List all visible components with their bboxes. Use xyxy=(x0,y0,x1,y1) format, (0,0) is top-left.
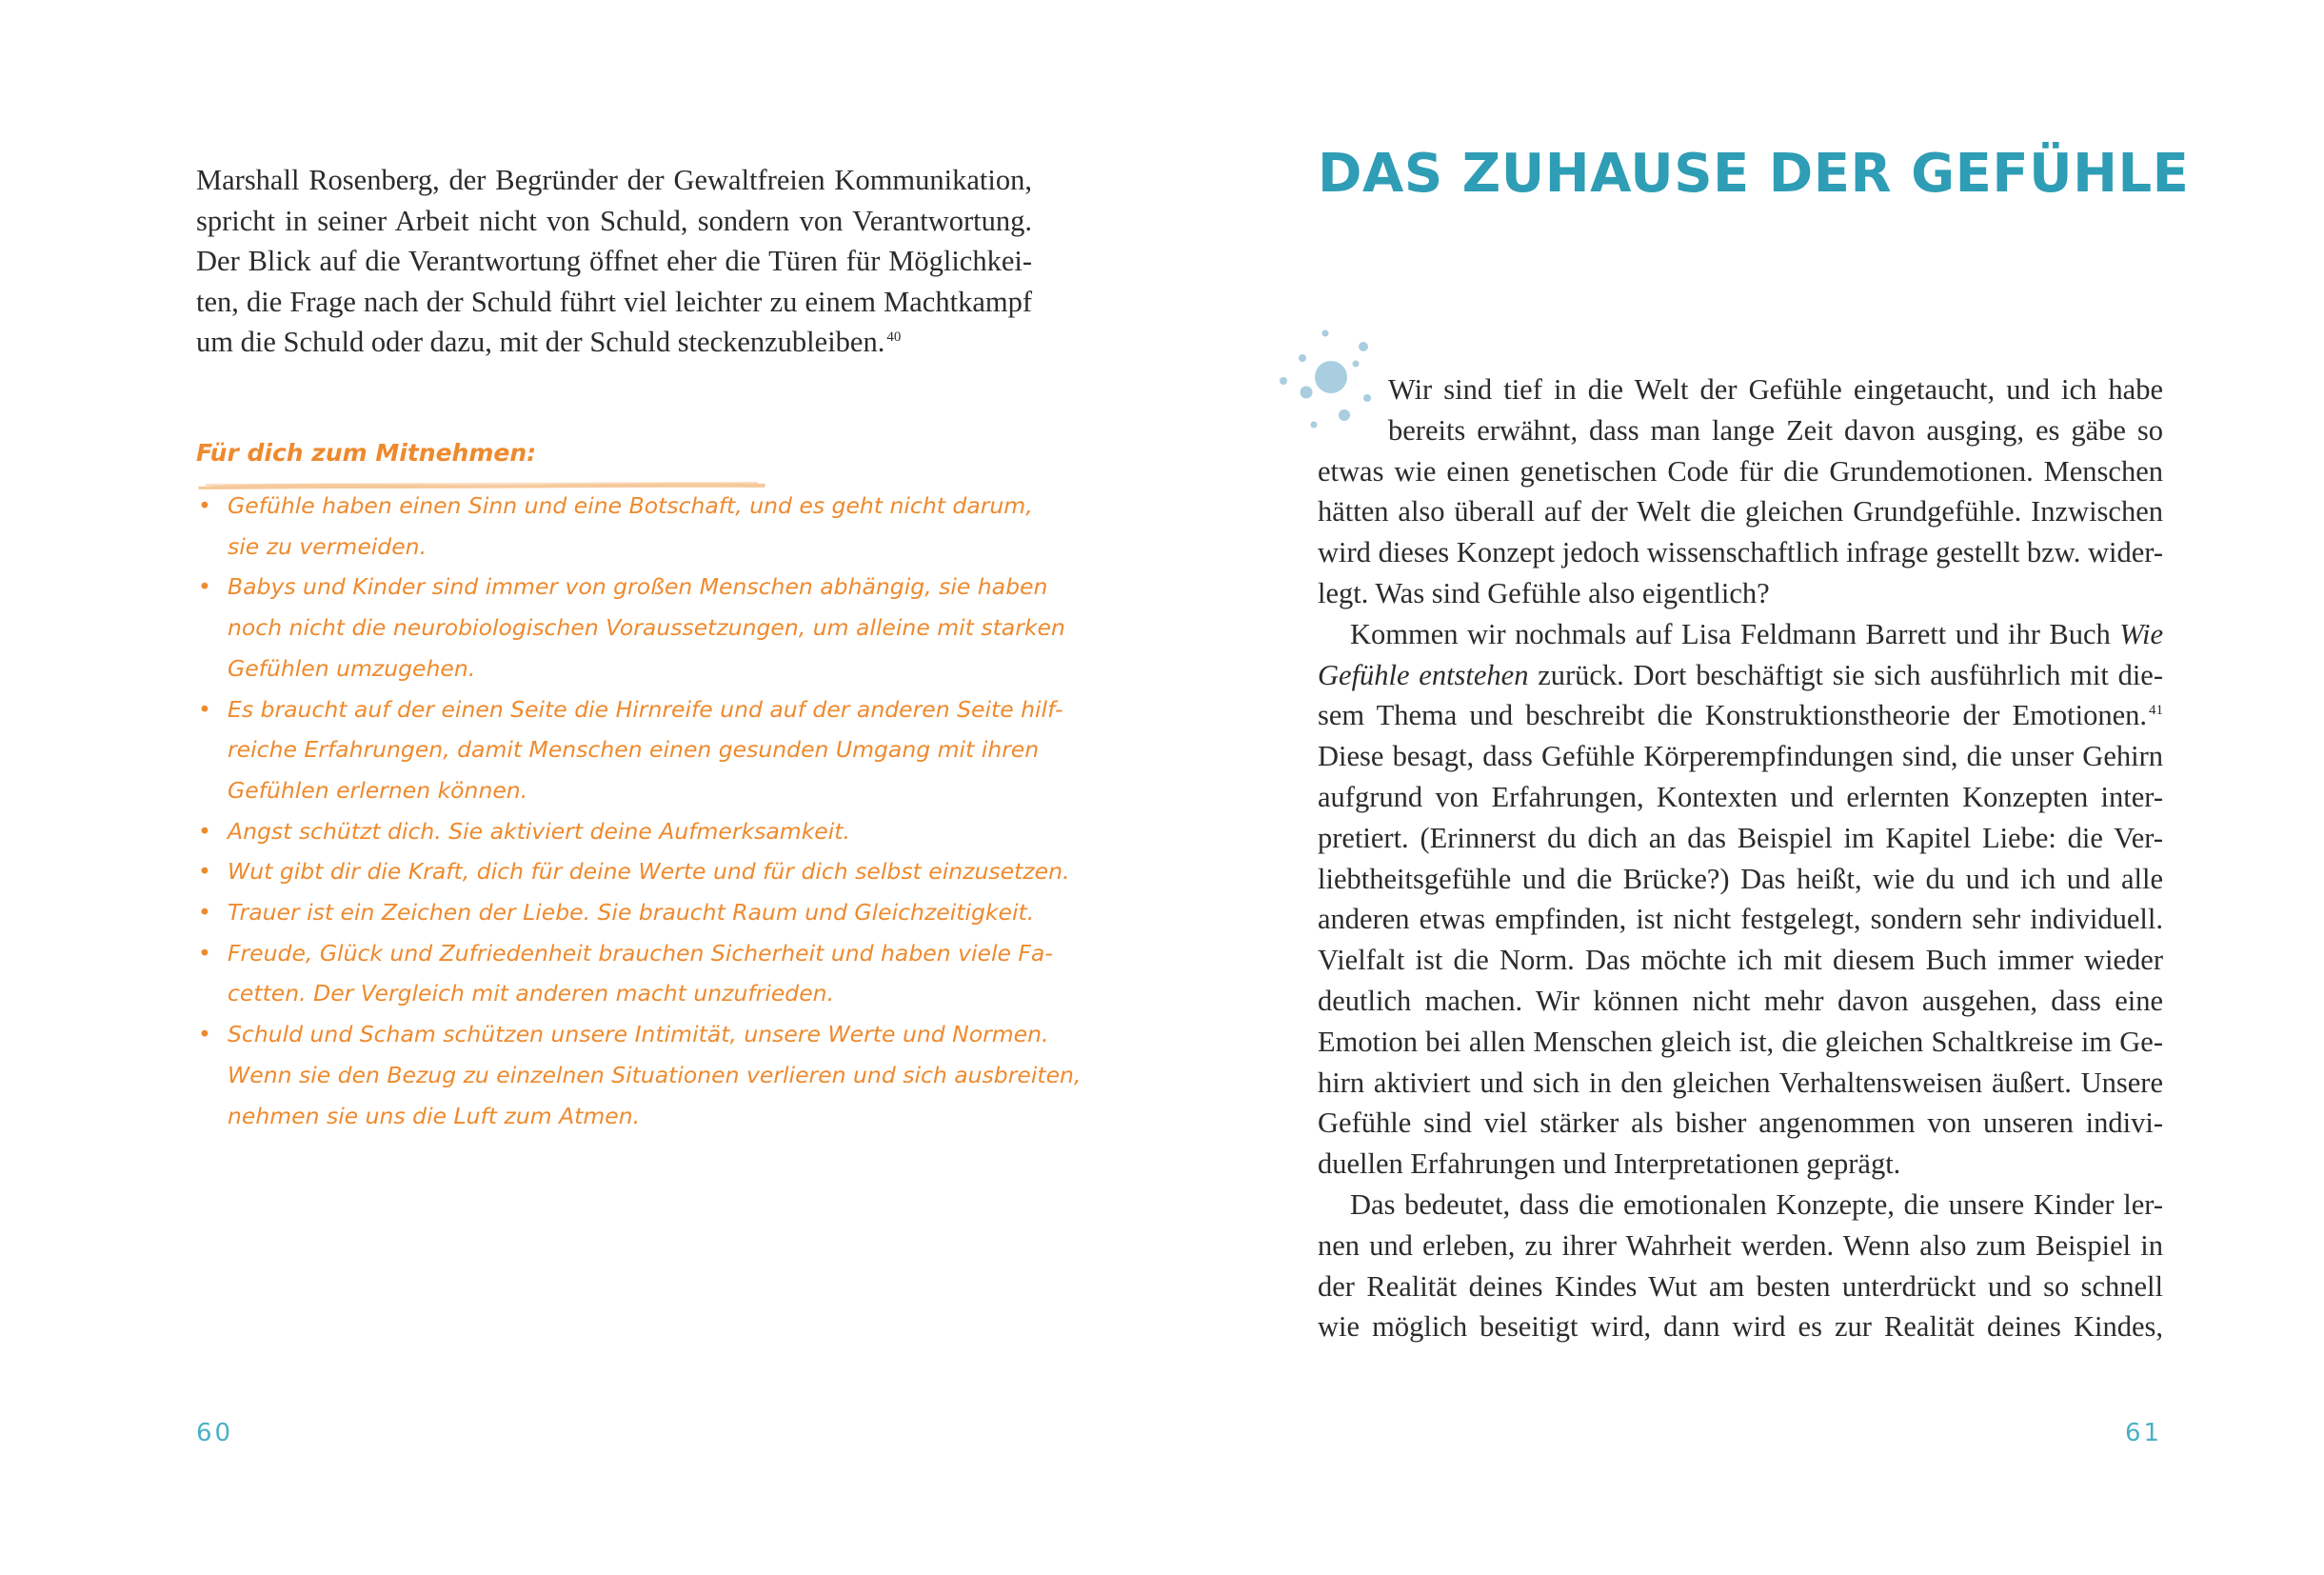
page-number-left: 60 xyxy=(196,1419,234,1447)
takeaway-line: Freude, Glück und Zufriedenheit brauchen Sicherheit und haben viele Fa- xyxy=(228,939,1053,967)
takeaway-line: Babys und Kinder sind immer von großen Menschen abhängig, sie haben xyxy=(228,573,1048,601)
bullet-icon: • xyxy=(198,899,211,927)
bullet-icon: • xyxy=(198,1021,211,1048)
takeaway-item xyxy=(196,486,1034,567)
page-number-right: 61 xyxy=(2125,1419,2163,1447)
text-line xyxy=(1318,614,2163,655)
right-body-text xyxy=(1318,369,2163,1347)
takeaway-line: Schuld und Scham schützen unsere Intimität, unsere Werte und Normen. xyxy=(228,1021,1049,1048)
text-line: deutlich machen. Wir können nicht mehr davon ausgehen, dass eine xyxy=(1318,984,2163,1017)
takeaway-list xyxy=(196,486,1082,1136)
bullet-icon: • xyxy=(198,492,211,519)
takeaway-line: Angst schützt dich. Sie aktiviert deine Aufmerksamkeit. xyxy=(228,817,850,845)
text-line: Das bedeutet, dass die emotionalen Konzepte, die unsere Kinder ler- xyxy=(1350,1187,2163,1221)
takeaway-line: reiche Erfahrungen, damit Menschen einen gesunden Umgang mit ihren xyxy=(228,736,1040,764)
text-line: nen und erleben, zu ihrer Wahrheit werden. Wenn also zum Beispiel in xyxy=(1318,1228,2163,1262)
text-line: pretiert. (Erinnerst du dich an das Beispiel im Kapitel Liebe: die Ver- xyxy=(1318,821,2163,854)
text-line: wird dieses Konzept jedoch wissenschaftlich infrage gestellt bzw. wider- xyxy=(1318,536,2163,569)
takeaway-item xyxy=(196,933,1053,1014)
takeaway-item xyxy=(196,892,1034,933)
takeaway-item xyxy=(196,851,1070,892)
bullet-icon: • xyxy=(198,695,211,723)
takeaway-line: Es braucht auf der einen Seite die Hirnreife und auf der anderen Seite hilf- xyxy=(228,695,1063,723)
bullet-icon: • xyxy=(198,939,211,967)
text-line: anderen etwas empfinden, ist nicht festgelegt, sondern sehr individuell. xyxy=(1318,903,2163,936)
text-line: Emotion bei allen Menschen gleich ist, die gleichen Schaltkreise im Ge- xyxy=(1318,1025,2163,1058)
text-line xyxy=(1318,655,2163,696)
text-line: Gefühle sind viel stärker als bisher angenommen von unseren indivi- xyxy=(1318,1106,2163,1140)
book-title-italic: Wie xyxy=(2119,617,2163,650)
text-line: hirn aktiviert und sich in den gleichen Verhaltensweisen äußert. Unsere xyxy=(1318,1066,2163,1099)
takeaway-line: Wut gibt dir die Kraft, dich für deine Werte und für dich selbst einzusetzen. xyxy=(228,858,1070,886)
takeaway-line: Gefühlen umzugehen. xyxy=(228,654,476,682)
takeaway-line: sie zu vermeiden. xyxy=(228,532,427,560)
text-line: wie möglich beseitigt wird, dann wird es zur Realität deines Kindes, xyxy=(1318,1310,2163,1344)
takeaway-line: Wenn sie den Bezug zu einzelnen Situationen verlieren und sich ausbreiten, xyxy=(228,1061,1082,1088)
takeaway-box xyxy=(196,438,1082,1136)
footnote-marker: 40 xyxy=(886,329,902,345)
text-line: spricht in seiner Arbeit nicht von Schuld, sondern von Verantwortung. xyxy=(196,204,1032,237)
takeaway-item xyxy=(196,689,1063,811)
takeaway-item xyxy=(196,1014,1082,1136)
text-line: aufgrund von Erfahrungen, Kontexten und erlernten Konzepten inter- xyxy=(1318,780,2163,813)
text-line: Diese besagt, dass Gefühle Körperempfindungen sind, die unser Gehirn xyxy=(1318,740,2163,773)
takeaway-line: cetten. Der Vergleich mit anderen macht unzufrieden. xyxy=(228,980,835,1007)
takeaway-heading: Für dich zum Mitnehmen: xyxy=(196,439,537,467)
bullet-icon: • xyxy=(198,858,211,886)
takeaway-item xyxy=(196,811,1034,852)
text-line: etwas wie einen genetischen Code für die Grundemotionen. Menschen xyxy=(1318,454,2163,488)
text-line: bereits erwähnt, dass man lange Zeit davon ausging, es gäbe so xyxy=(1388,413,2163,447)
text-line: ten, die Frage nach der Schuld führt viel leichter zu einem Machtkampf xyxy=(196,285,1032,318)
text-line-last xyxy=(196,322,1032,363)
bullet-icon: • xyxy=(198,817,211,845)
takeaway-line: nehmen sie uns die Luft zum Atmen. xyxy=(228,1102,641,1129)
text-segment: Kommen wir nochmals auf Lisa Feldmann Barrett und ihr Buch xyxy=(1350,617,2120,650)
takeaway-item xyxy=(196,567,1065,688)
footnote-marker: 41 xyxy=(2149,703,2163,719)
text-line xyxy=(1318,695,2163,736)
text-line: Vielfalt ist die Norm. Das möchte ich mit diesem Buch immer wieder xyxy=(1318,944,2163,977)
text-segment: um die Schuld oder dazu, mit der Schuld steckenzubleiben. xyxy=(196,326,885,358)
text-line: legt. Was sind Gefühle also eigentlich? xyxy=(1318,576,1770,609)
left-body-paragraph xyxy=(196,160,1032,363)
text-line: Marshall Rosenberg, der Begründer der Gewaltfreien Kommunikation, xyxy=(196,164,1032,196)
text-line: liebtheitsgefühle und die Brücke?) Das heißt, wie du und ich und alle xyxy=(1318,862,2163,895)
right-page xyxy=(1162,0,2324,1575)
takeaway-line: noch nicht die neurobiologischen Voraussetzungen, um alleine mit starken xyxy=(228,614,1065,642)
takeaway-line: Gefühle haben einen Sinn und eine Botschaft, und es geht nicht darum, xyxy=(228,492,1033,519)
text-segment: sem Thema und beschreibt die Konstruktionstheorie der Emotionen. xyxy=(1318,699,2147,732)
text-line: Wir sind tief in die Welt der Gefühle eingetaucht, und ich habe xyxy=(1388,373,2163,406)
text-segment: zurück. Dort beschäftigt sie sich ausführlich mit die- xyxy=(1528,658,2163,691)
chapter-title: DAS ZUHAUSE DER GEFÜHLE xyxy=(1318,143,2190,205)
text-line: hätten also überall auf der Welt die gleichen Grundgefühle. Inzwischen xyxy=(1318,495,2163,528)
bullet-icon: • xyxy=(198,573,211,601)
text-line: der Realität deines Kindes Wut am besten unterdrückt und so schnell xyxy=(1318,1269,2163,1303)
takeaway-line: Trauer ist ein Zeichen der Liebe. Sie braucht Raum und Gleichzeitigkeit. xyxy=(228,899,1035,927)
text-line: Der Blick auf die Verantwortung öffnet eher die Türen für Möglichkei- xyxy=(196,245,1032,277)
text-line: duellen Erfahrungen und Interpretationen geprägt. xyxy=(1318,1147,1901,1181)
book-title-italic: Gefühle entstehen xyxy=(1318,658,1529,691)
takeaway-line: Gefühlen erlernen können. xyxy=(228,776,528,804)
